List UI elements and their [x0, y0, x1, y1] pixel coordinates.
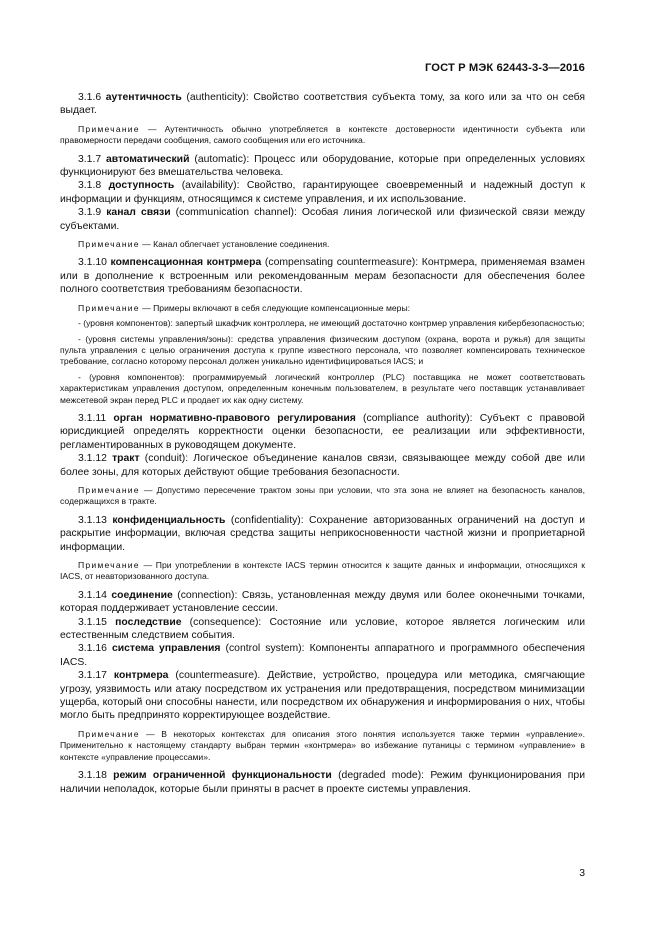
example-item-3: - (уровня компонентов): программируемый логический контроллер (PLC) поставщика не может соответствовать характеристикам управления доступом, определенным конечным пользователем, в результате чего поставщик устанавливает межсетевой экран перед PLC и продает их как одну систему. [60, 371, 585, 405]
term: тракт [112, 453, 140, 465]
definition-3-1-17: 3.1.17 контрмера (countermeasure). Действие, устройство, процедура или методика, смягчающие угрозу, уязвимость или атаку посредством их устранения или предотвращения, посредством минимизации ущерба, который они способны нанести, или посредством их обнаружения и информирования о них, чтобы могло быть предпринято корректирующее воздействие. [60, 670, 586, 722]
example-item-1: - (уровня компонентов): запертый шкафчик контроллера, не имеющий достаточно контрмер управления кибербезопасностью; [78, 318, 585, 329]
term: компенсационная контрмера [110, 257, 262, 269]
definition-3-1-7: 3.1.7 автоматический (automatic): Процесс или оборудование, которые при определенных условиях функционируют без вмешательства человека. [60, 153, 585, 179]
term: канал связи [106, 207, 171, 219]
definition-3-1-13: 3.1.13 конфиденциальность (confidentiality): Сохранение авторизованных ограничений на доступ и раскрытие информации, включая средства защиты неприкосновенности частной жизни и проприетарной информации. [60, 514, 585, 553]
term: автоматический [106, 153, 190, 165]
note-label: Примечание [78, 302, 140, 313]
term: конфиденциальность [112, 514, 226, 526]
term: последствие [115, 616, 182, 628]
note-confidentiality: Примечание — При употреблении в контексте IACS термин относится к защите данных и информации, относящихся к IACS, от неавторизованного доступа. [60, 560, 585, 582]
note-countermeasure: Примечание — В некоторых контекстах для описания этого понятия используется также термин «управление». Применительно к настоящему стандарту выбран термин «контрмера» во избежание путаницы с термином «управление» в контексте «управление процессами». [60, 728, 585, 762]
definition-3-1-18: 3.1.18 режим ограниченной функциональности (degraded mode): Режим функционирования при наличии неполадок, которые были приняты в расчет в проекте системы управления. [60, 770, 585, 795]
document-code-header: ГОСТ Р МЭК 62443-3-3—2016 [424, 62, 585, 74]
definition-3-1-15: 3.1.15 последствие (consequence): Состояние или условие, которое является логическим или естественным следствием события. [60, 616, 585, 642]
note-label: Примечание [78, 484, 140, 495]
definition-3-1-8: 3.1.8 доступность (availability): Свойство, гарантирующее своевременный и надежный доступ к информации и функциям, относящимся к системе управления, и их использование. [60, 180, 585, 205]
definition-3-1-14: 3.1.14 соединение (connection): Связь, установленная между двумя или более оконечными точками, которая поддерживает установление сессии. [60, 589, 586, 615]
definition-3-1-10: 3.1.10 компенсационная контрмера (compensating countermeasure): Контрмера, применяемая взамен или в дополнение к встроенным или рекомендованным мерам безопасности для обеспечения более полного соответствия требованиям безопасности. [60, 257, 585, 296]
definitions-body [60, 91, 585, 796]
definition-3-1-12: 3.1.12 тракт (conduit): Логическое объединение каналов связи, связывающее между собой две или более зоны, для которых действуют общие требования безопасности. [60, 453, 585, 478]
note-label: Примечание [78, 560, 140, 570]
note-authenticity: Примечание — Аутентичность обычно употребляется в контексте достоверности идентичности субъекта или правомерности передачи сообщения, самого сообщения или его источника. [60, 123, 585, 146]
page-number: 3 [579, 868, 585, 879]
term: доступность [108, 180, 175, 192]
note-compensating: Примечание — Примеры включают в себя следующие компенсационные меры: [78, 302, 411, 313]
term: соединение [111, 589, 173, 601]
note-channel: Примечание — Канал облегчает установление соединения. [78, 239, 330, 250]
definition-3-1-9: 3.1.9 канал связи (communication channel): Особая линия логической или физической связи между субъектами. [60, 207, 585, 232]
note-label: Примечание [78, 728, 140, 739]
term: режим ограниченной функциональности [113, 770, 332, 782]
note-label: Примечание [78, 239, 140, 250]
definition-3-1-6: 3.1.6 аутентичность (authenticity): Свойство соответствия субъекта тому, за кого или за что он себя выдает. [60, 92, 585, 117]
term: контрмера [113, 670, 169, 682]
example-item-2: - (уровня системы управления/зоны): средства управления физическим доступом (охрана, ворота и ружья) для защиты пульта управления с целью ограничения доступа к группе известного персонала, что позволяет компенсировать техническое требование, согласно которому персонал должен уникально идентифицироваться IACS; и [60, 333, 585, 367]
term: система управления [111, 643, 221, 655]
note-conduit: Примечание — Допустимо пересечение трактом зоны при условии, что эта зона не влияет на безопасность каналов, содержащихся в тракте. [60, 484, 585, 507]
definition-3-1-11: 3.1.11 орган нормативно-правового регулирования (compliance authority): Субъект с правовой юрисдикцией определять корректности оценки безопасности, ее реализации или эффективности, регламентированных в руководящем документе. [60, 412, 585, 451]
term: орган нормативно-правового регулирования [113, 412, 356, 424]
note-label: Примечание [78, 123, 140, 134]
term: аутентичность [105, 92, 182, 103]
definition-3-1-16: 3.1.16 система управления (control system): Компоненты аппаратного и программного обеспечения IACS. [60, 643, 585, 668]
